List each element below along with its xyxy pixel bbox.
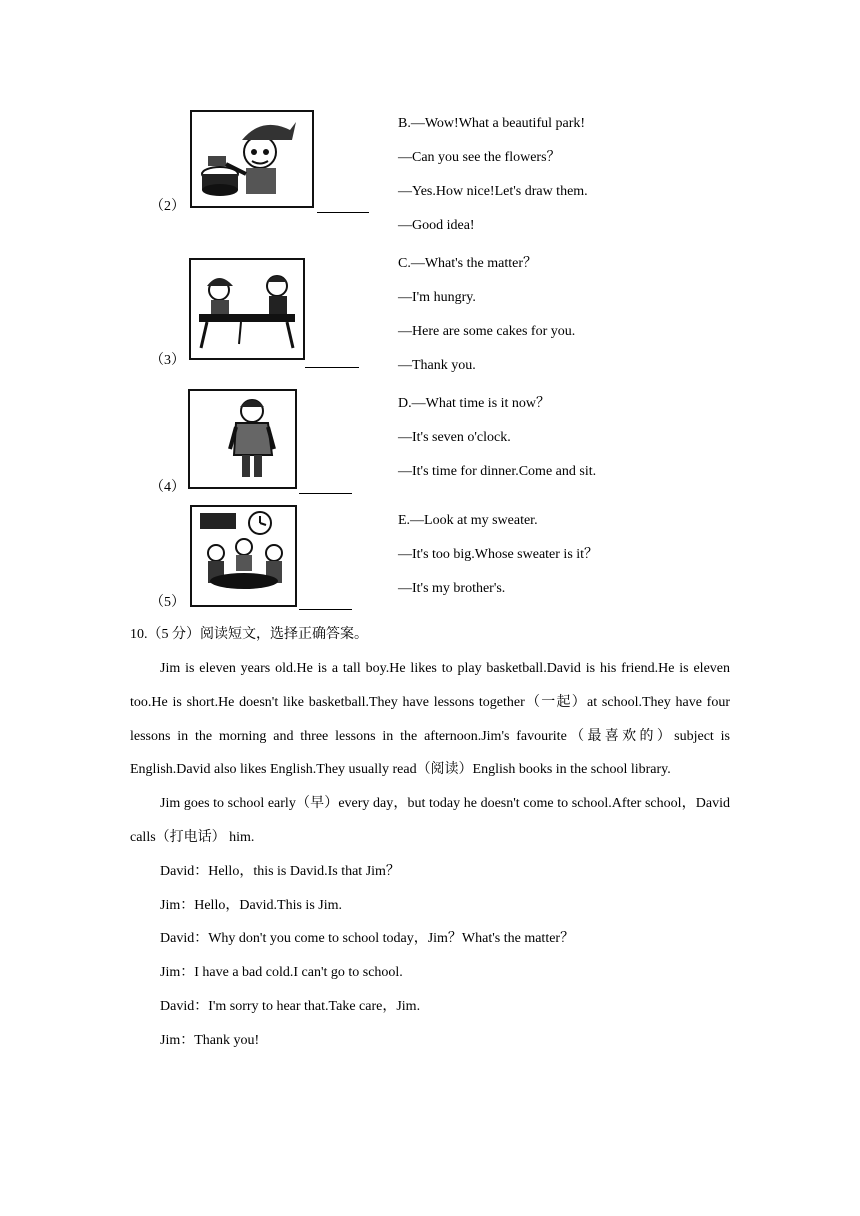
phone-dialogue-line: Jim：I have a bad cold.I can't go to school. (160, 965, 403, 981)
dialogue-line: —Here are some cakes for you. (398, 324, 576, 339)
answer-blank[interactable] (305, 367, 359, 368)
answer-blank[interactable] (299, 493, 352, 494)
answer-blank[interactable] (299, 609, 352, 610)
boy-with-cake-picture (190, 110, 314, 208)
dialogue-line: E.—Look at my sweater. (398, 513, 538, 528)
dialogue-line: —Can you see the flowers？ (398, 150, 561, 165)
dialogue-line: —Thank you. (398, 358, 476, 373)
dialogue-line: D.—What time is it now？ (398, 396, 551, 411)
dialogue-line: B.—Wow!What a beautiful park! (398, 116, 586, 131)
phone-dialogue-line: David：Why don't you come to school today，Jim？What's the matter？ (160, 931, 575, 947)
dialogue-line: —It's seven o'clock. (398, 430, 511, 445)
dialogue-line: —Yes.How nice!Let's draw them. (398, 184, 588, 199)
boy-in-sweater-picture (188, 389, 297, 489)
dialogue-line: —I'm hungry. (398, 290, 476, 305)
passage-paragraph-2: Jim goes to school early（早）every day，but today he doesn't come to school.After school，David calls（打电话） him. (130, 796, 730, 845)
item-number: （2） (150, 199, 185, 214)
phone-dialogue-line: David：I'm sorry to hear that.Take care，Jim. (160, 998, 421, 1014)
family-dinner-picture (190, 505, 297, 607)
dialogue-line: C.—What's the matter？ (398, 256, 537, 271)
item-number: （5） (150, 595, 185, 610)
item-number: （3） (150, 353, 185, 368)
phone-dialogue-line: Jim：Thank you! (160, 1032, 260, 1048)
dialogue-line: —It's too big.Whose sweater is it？ (398, 547, 599, 562)
phone-dialogue-line: David：Hello，this is David.Is that Jim？ (160, 863, 400, 879)
children-at-table-picture (189, 258, 305, 360)
answer-blank[interactable] (317, 212, 369, 213)
dialogue-line: —It's time for dinner.Come and sit. (398, 464, 597, 479)
dialogue-line: —Good idea! (398, 218, 475, 233)
reading-passage (130, 652, 730, 1058)
item-number: （4） (150, 480, 185, 495)
passage-paragraph-1: Jim is eleven years old.He is a tall boy.He likes to play basketball.David is his friend.He is eleven too.He is short.He doesn't like basketball.They have lessons together（一起）at school.They have four lessons in the morning and three lessons in the afternoon.Jim's favourite（最喜欢的）subject is English.David also likes English.They usually read（阅读）English books in the school library. (130, 661, 730, 778)
question-heading: 10.（5 分）阅读短文，选择正确答案。 (130, 627, 368, 642)
dialogue-line: —It's my brother's. (398, 581, 506, 596)
phone-dialogue-line: Jim：Hello，David.This is Jim. (160, 897, 342, 913)
